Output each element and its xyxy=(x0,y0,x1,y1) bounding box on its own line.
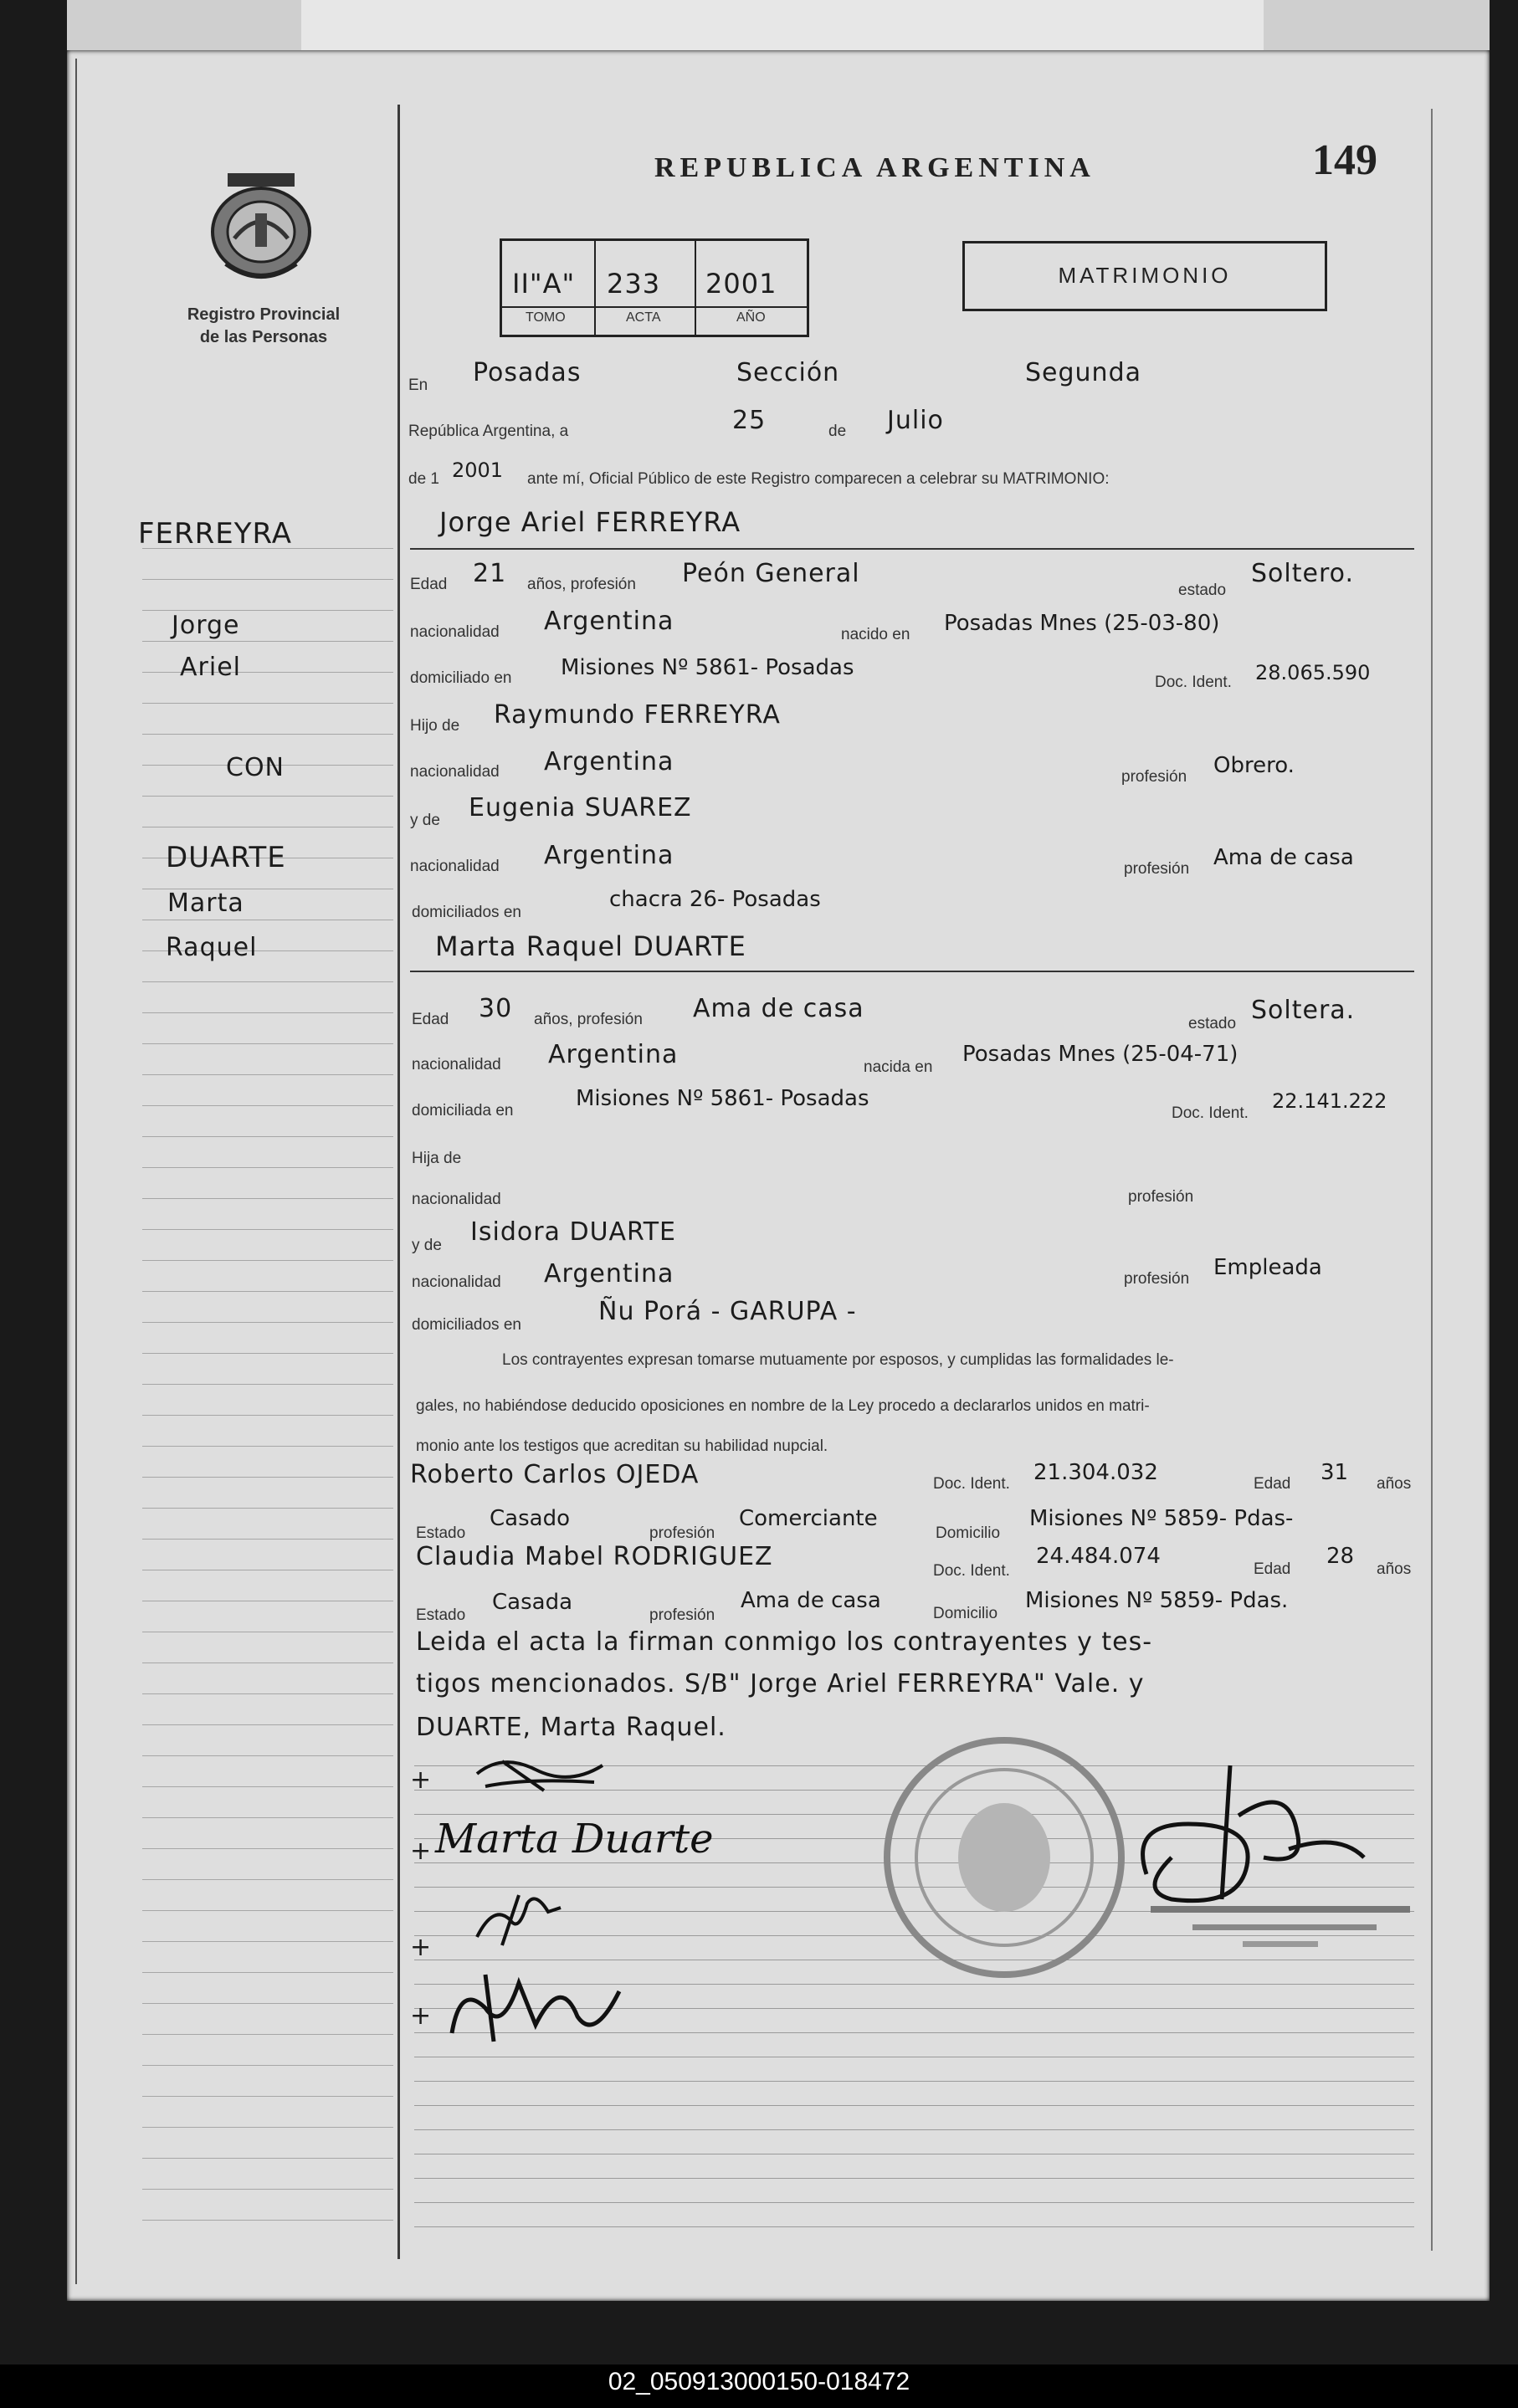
body-ruled-line xyxy=(414,2226,1414,2227)
margin-ruled-line xyxy=(142,1105,393,1106)
bride-parents-address: Ñu Porá - GARUPA - xyxy=(598,1297,857,1326)
groom-profession: Peón General xyxy=(682,559,860,588)
margin-ruled-line xyxy=(142,703,393,704)
witness1-edad-label: Edad xyxy=(1254,1475,1291,1493)
groom-doc-label: Doc. Ident. xyxy=(1155,674,1232,691)
background-strip-light xyxy=(301,0,1264,52)
intro-statement: ante mí, Oficial Público de este Registro comparecen a celebrar su MATRIMONIO: xyxy=(527,470,1110,488)
groom-father-nat: Argentina xyxy=(544,747,674,776)
bride-profession: Ama de casa xyxy=(693,994,864,1023)
groom-nacido-label: nacido en xyxy=(841,626,910,643)
witness2-doc: 24.484.074 xyxy=(1036,1544,1161,1569)
margin-ruled-line xyxy=(142,1755,393,1756)
margin-middlename-groom: Ariel xyxy=(180,653,241,682)
groom-name: Jorge Ariel FERREYRA xyxy=(439,506,741,538)
tomo-value: II"A" xyxy=(512,268,576,300)
groom-hijo-label: Hijo de xyxy=(410,717,460,735)
groom-nationality: Argentina xyxy=(544,607,674,636)
witness2-anos: años xyxy=(1377,1560,1412,1578)
groom-mother-prof: Ama de casa xyxy=(1213,845,1354,870)
groom-anos-prof-label: años, profesión xyxy=(527,576,636,593)
seccion-label: Sección xyxy=(736,358,840,387)
signature-mark-1: + xyxy=(410,1765,433,1795)
bride-mother-nat-label: nacionalidad xyxy=(412,1273,501,1291)
bride-father-nat-label: nacionalidad xyxy=(412,1191,501,1208)
margin-ruled-line xyxy=(142,1910,393,1911)
groom-nac-label: nacionalidad xyxy=(410,623,500,641)
declaration-line-2: gales, no habiéndose deducido oposiciones en nombre de la Ley procedo a declararlos unidos en matri- xyxy=(416,1397,1150,1415)
en-label: En xyxy=(408,377,428,394)
bride-name: Marta Raquel DUARTE xyxy=(435,930,746,962)
groom-age: 21 xyxy=(473,559,507,588)
body-ruled-line xyxy=(414,2178,1414,2179)
bride-mother: Isidora DUARTE xyxy=(470,1217,676,1247)
witness2-name: Claudia Mabel RODRIGUEZ xyxy=(416,1542,773,1571)
margin-ruled-line xyxy=(142,1198,393,1199)
bride-anos-prof-label: años, profesión xyxy=(534,1011,643,1028)
seccion-value: Segunda xyxy=(1025,358,1141,387)
witness1-anos: años xyxy=(1377,1475,1412,1493)
ano-value: 2001 xyxy=(705,268,777,300)
margin-divider xyxy=(397,105,400,2259)
signature-mark-2: + xyxy=(410,1837,433,1866)
margin-ruled-line xyxy=(142,1043,393,1044)
groom-estado: Soltero. xyxy=(1251,559,1354,588)
bride-parents-dom-label: domiciliados en xyxy=(412,1316,521,1334)
groom-parents-address: chacra 26- Posadas xyxy=(609,887,821,912)
marriage-month: Julio xyxy=(887,406,944,435)
signature-4 xyxy=(435,1958,636,2054)
witness1-prof-label: profesión xyxy=(649,1524,715,1542)
groom-mother-nat: Argentina xyxy=(544,841,674,870)
margin-ruled-line xyxy=(142,1848,393,1849)
margin-firstname-bride: Marta xyxy=(167,889,244,918)
margin-ruled-line xyxy=(142,1012,393,1013)
margin-ruled-line xyxy=(142,981,393,982)
bride-birthplace: Posadas Mnes (25-04-71) xyxy=(962,1042,1239,1067)
bride-dom-label: domiciliada en xyxy=(412,1102,514,1119)
margin-ruled-line xyxy=(142,2127,393,2128)
declaration-line-3: monio ante los testigos que acreditan su habilidad nupcial. xyxy=(416,1437,828,1455)
witness2-prof-label: profesión xyxy=(649,1606,715,1624)
left-margin-rule xyxy=(75,59,77,2284)
witness1-estado-label: Estado xyxy=(416,1524,466,1542)
bride-estado-label: estado xyxy=(1188,1015,1237,1032)
margin-surname-groom: FERREYRA xyxy=(138,517,293,551)
signature-1 xyxy=(469,1745,611,1807)
groom-yde-label: y de xyxy=(410,812,440,829)
margin-firstname-groom: Jorge xyxy=(172,611,240,640)
margin-ruled-line xyxy=(142,1415,393,1416)
groom-birthplace: Posadas Mnes (25-03-80) xyxy=(944,611,1220,636)
acta-value: 233 xyxy=(607,268,661,300)
margin-ruled-line xyxy=(142,641,393,642)
bride-doc-label: Doc. Ident. xyxy=(1172,1104,1249,1122)
signature-2: Marta Duarte xyxy=(435,1816,714,1862)
witness1-doc-label: Doc. Ident. xyxy=(933,1475,1010,1493)
margin-ruled-line xyxy=(142,1972,393,1973)
witness1-doc: 21.304.032 xyxy=(1033,1460,1158,1485)
margin-ruled-line xyxy=(142,2189,393,2190)
body-ruled-line xyxy=(414,2129,1414,2130)
margin-ruled-line xyxy=(142,2065,393,2066)
bride-mother-prof: Empleada xyxy=(1213,1255,1322,1280)
margin-ruled-line xyxy=(142,1136,393,1137)
groom-edad-label: Edad xyxy=(410,576,448,593)
groom-doc: 28.065.590 xyxy=(1255,661,1371,684)
margin-ruled-line xyxy=(142,1508,393,1509)
register-page xyxy=(67,50,1490,2301)
bride-nac-label: nacionalidad xyxy=(412,1056,501,1073)
margin-ruled-line xyxy=(142,2034,393,2035)
witness2-estado: Casada xyxy=(492,1590,573,1615)
closing-line-2: tigos mencionados. S/B" Jorge Ariel FERREYRA" Vale. y xyxy=(416,1669,1145,1698)
closing-line-1: Leida el acta la firman conmigo los contrayentes y tes- xyxy=(416,1627,1153,1657)
officer-stamp-text xyxy=(1142,1899,1418,1962)
witness1-age: 31 xyxy=(1321,1460,1349,1485)
margin-ruled-line xyxy=(142,1384,393,1385)
margin-ruled-line xyxy=(142,1291,393,1292)
margin-ruled-line xyxy=(142,1817,393,1818)
margin-ruled-line xyxy=(142,1724,393,1725)
witness1-estado: Casado xyxy=(490,1506,570,1531)
witness2-estado-label: Estado xyxy=(416,1606,466,1624)
margin-ruled-line xyxy=(142,1693,393,1694)
signature-mark-3: + xyxy=(410,1933,433,1962)
margin-ruled-line xyxy=(142,1260,393,1261)
witness2-edad-label: Edad xyxy=(1254,1560,1291,1578)
margin-ruled-line xyxy=(142,1879,393,1880)
groom-father-prof-label: profesión xyxy=(1121,768,1187,786)
act-type: MATRIMONIO xyxy=(1058,263,1232,288)
margin-ruled-line xyxy=(142,1167,393,1168)
page-number: 149 xyxy=(1312,136,1377,184)
witness1-address: Misiones Nº 5859- Pdas- xyxy=(1029,1506,1294,1531)
witness2-profession: Ama de casa xyxy=(741,1588,881,1613)
registry-line-1: Registro Provincial xyxy=(187,305,341,324)
witness2-dom-label: Domicilio xyxy=(933,1605,998,1622)
bride-yde-label: y de xyxy=(412,1237,442,1254)
republica-label: República Argentina, a xyxy=(408,423,569,440)
groom-address: Misiones Nº 5861- Posadas xyxy=(561,655,854,680)
body-ruled-line xyxy=(414,2105,1414,2106)
groom-estado-label: estado xyxy=(1178,582,1227,599)
witness1-dom-label: Domicilio xyxy=(936,1524,1001,1542)
witness1-profession: Comerciante xyxy=(739,1506,878,1531)
groom-mother-prof-label: profesión xyxy=(1124,860,1190,878)
groom-mother-nat-label: nacionalidad xyxy=(410,858,500,875)
de-label: de xyxy=(828,423,847,440)
bride-estado: Soltera. xyxy=(1251,996,1356,1025)
document-id: 02_050913000150-018472 xyxy=(608,2368,910,2395)
groom-father-prof: Obrero. xyxy=(1213,753,1295,778)
witness2-age: 28 xyxy=(1326,1544,1355,1569)
bride-mother-nat: Argentina xyxy=(544,1259,674,1289)
margin-ruled-line xyxy=(142,2220,393,2221)
bride-father-prof-label: profesión xyxy=(1128,1188,1194,1206)
margin-ruled-line xyxy=(142,1941,393,1942)
bride-mother-prof-label: profesión xyxy=(1124,1270,1190,1288)
registry-line-2: de las Personas xyxy=(199,328,328,346)
margin-ruled-line xyxy=(142,1477,393,1478)
witness1-name: Roberto Carlos OJEDA xyxy=(410,1460,700,1489)
groom-father: Raymundo FERREYRA xyxy=(494,700,781,730)
body-ruled-line xyxy=(414,2081,1414,2082)
closing-line-3: DUARTE, Marta Raquel. xyxy=(416,1713,726,1742)
declaration-line-1: Los contrayentes expresan tomarse mutuamente por esposos, y cumplidas las formalidades le- xyxy=(502,1351,1174,1369)
witness2-address: Misiones Nº 5859- Pdas. xyxy=(1025,1588,1289,1613)
margin-ruled-line xyxy=(142,1353,393,1354)
margin-ruled-line xyxy=(142,2003,393,2004)
official-seal xyxy=(879,1732,1130,1987)
bride-doc: 22.141.222 xyxy=(1272,1089,1387,1113)
body-ruled-line xyxy=(414,2202,1414,2203)
bride-address: Misiones Nº 5861- Posadas xyxy=(576,1086,869,1111)
margin-ruled-line xyxy=(142,579,393,580)
margin-ruled-line xyxy=(142,1074,393,1075)
margin-surname-bride: DUARTE xyxy=(166,841,286,874)
acta-label: ACTA xyxy=(626,310,661,325)
margin-ruled-line xyxy=(142,1786,393,1787)
margin-ruled-line xyxy=(142,2096,393,2097)
tomo-label: TOMO xyxy=(526,310,566,325)
marriage-day: 25 xyxy=(732,406,767,435)
bride-nationality: Argentina xyxy=(548,1040,679,1069)
marriage-year: 2001 xyxy=(452,459,504,482)
bride-age: 30 xyxy=(479,994,513,1023)
margin-ruled-line xyxy=(142,734,393,735)
bride-edad-label: Edad xyxy=(412,1011,449,1028)
margin-ruled-line xyxy=(142,1229,393,1230)
bride-hija-label: Hija de xyxy=(412,1150,462,1167)
groom-dom-label: domiciliado en xyxy=(410,669,512,687)
groom-father-nat-label: nacionalidad xyxy=(410,763,500,781)
city: Posadas xyxy=(473,358,582,387)
margin-ruled-line xyxy=(142,1322,393,1323)
year-prefix: de 1 xyxy=(408,470,439,488)
ano-label: AÑO xyxy=(736,310,766,325)
margin-ruled-line xyxy=(142,1539,393,1540)
bride-nacida-label: nacida en xyxy=(864,1058,933,1076)
margin-con: CON xyxy=(226,753,285,782)
margin-ruled-line xyxy=(142,2158,393,2159)
groom-mother: Eugenia SUAREZ xyxy=(469,793,692,822)
margin-ruled-line xyxy=(142,796,393,797)
provincial-emblem xyxy=(209,172,314,289)
signature-mark-4: + xyxy=(410,2001,433,2031)
margin-ruled-line xyxy=(142,1446,393,1447)
country-title: REPUBLICA ARGENTINA xyxy=(654,152,1095,183)
witness2-doc-label: Doc. Ident. xyxy=(933,1562,1010,1580)
margin-middlename-bride: Raquel xyxy=(166,933,258,962)
groom-parents-dom-label: domiciliados en xyxy=(412,904,521,921)
right-margin-rule xyxy=(1431,109,1433,2251)
signature-3 xyxy=(469,1887,577,1958)
